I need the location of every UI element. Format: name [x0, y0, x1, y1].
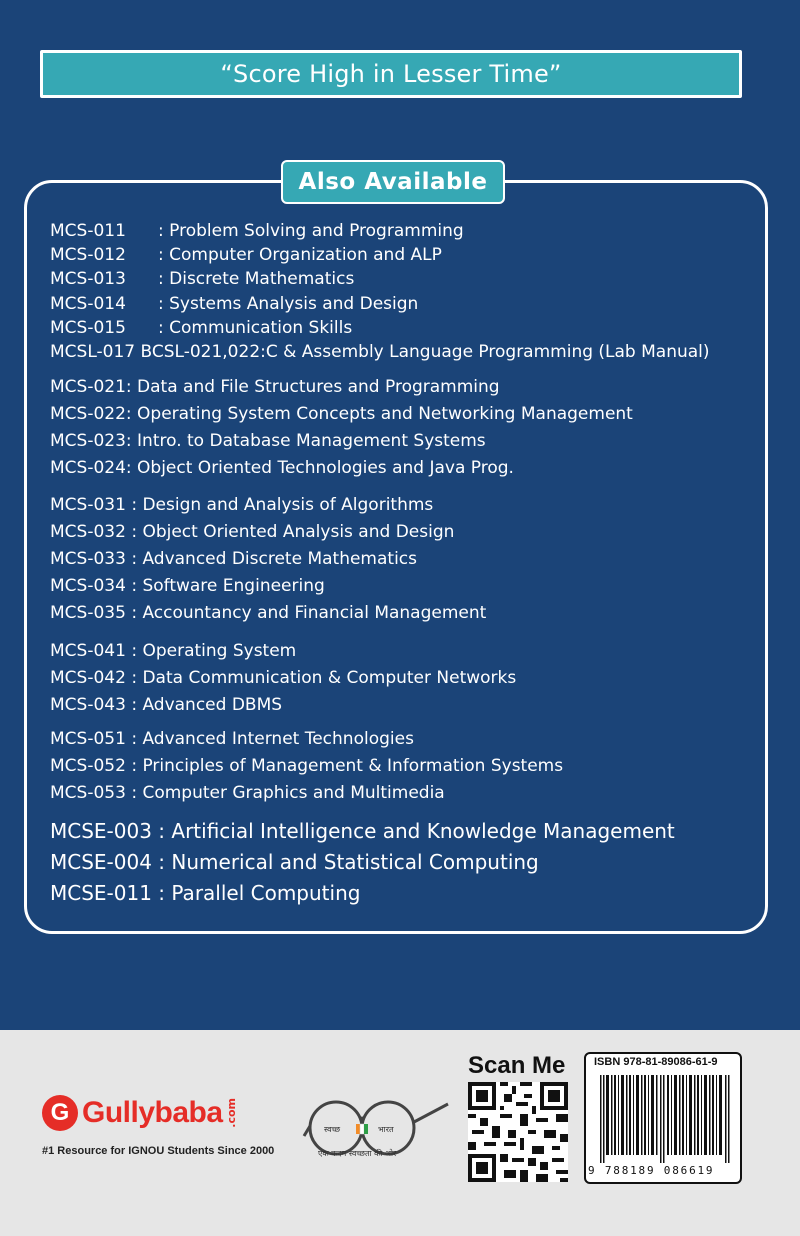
- course-item: MCS-012 : Computer Organization and ALP: [50, 245, 442, 266]
- course-item: MCS-051 : Advanced Internet Technologies: [50, 729, 414, 749]
- course-group-3: [50, 492, 486, 627]
- tagline-banner: “Score High in Lesser Time”: [40, 50, 742, 98]
- course-item: MCS-013 : Discrete Mathematics: [50, 269, 355, 290]
- logo-tld: .com: [224, 1098, 238, 1128]
- course-item: MCS-024: Object Oriented Technologies and Java Prog.: [50, 458, 514, 478]
- gullybaba-logo-icon: G: [42, 1095, 78, 1131]
- course-item: MCS-034 : Software Engineering: [50, 576, 325, 596]
- course-item: MCS-042 : Data Communication & Computer Networks: [50, 668, 517, 688]
- course-item: MCS-052 : Principles of Management & Information Systems: [50, 756, 564, 776]
- course-item: MCSE-003 : Artificial Intelligence and Knowledge Management: [50, 819, 675, 843]
- course-item: MCS-033 : Advanced Discrete Mathematics: [50, 549, 417, 569]
- course-item: MCS-023: Intro. to Database Management Systems: [50, 431, 486, 451]
- course-item: MCS-043 : Advanced DBMS: [50, 695, 283, 715]
- also-available-heading: Also Available: [281, 160, 505, 204]
- course-item: MCS-041 : Operating System: [50, 641, 297, 661]
- course-group-6: [50, 816, 675, 909]
- barcode-digits: 9 788189 086619: [588, 1164, 715, 1177]
- course-item: MCS-015 : Communication Skills: [50, 317, 353, 338]
- course-group-2: [50, 374, 633, 482]
- swachh-right-word: भारत: [378, 1125, 394, 1134]
- course-item: MCS-011 : Problem Solving and Programming: [50, 221, 464, 241]
- swachh-left-word: स्वच्छ: [324, 1125, 341, 1134]
- scan-me-heading: Scan Me: [468, 1052, 566, 1079]
- swachh-tagline: एक कदम स्वच्छता की ओर: [318, 1149, 397, 1158]
- course-item: MCS-014 : Systems Analysis and Design: [50, 293, 419, 314]
- course-group-1: [50, 219, 710, 364]
- course-item: MCS-031 : Design and Analysis of Algorithms: [50, 495, 434, 515]
- qr-code-icon[interactable]: [468, 1082, 568, 1182]
- isbn-barcode-icon: [598, 1075, 732, 1163]
- course-group-4: [50, 638, 516, 719]
- logo-name: Gullybaba: [82, 1096, 223, 1129]
- gullybaba-logo: [42, 1095, 238, 1131]
- course-item: MCSL-017 BCSL-021,022:C & Assembly Language Programming (Lab Manual): [50, 341, 710, 362]
- logo-tagline: #1 Resource for IGNOU Students Since 2000: [42, 1145, 275, 1157]
- course-group-5: [50, 726, 563, 807]
- isbn-number: ISBN 978-81-89086-61-9: [594, 1056, 718, 1068]
- course-item: MCSE-004 : Numerical and Statistical Computing: [50, 850, 539, 874]
- course-item: MCS-032 : Object Oriented Analysis and Design: [50, 522, 455, 542]
- swachh-bharat-glasses-icon: [302, 1092, 452, 1172]
- course-item: MCS-035 : Accountancy and Financial Management: [50, 603, 487, 623]
- course-item: MCSE-011 : Parallel Computing: [50, 881, 361, 905]
- course-item: MCS-053 : Computer Graphics and Multimedia: [50, 783, 445, 803]
- course-item: MCS-022: Operating System Concepts and Networking Management: [50, 404, 633, 424]
- course-item: MCS-021: Data and File Structures and Programming: [50, 377, 500, 397]
